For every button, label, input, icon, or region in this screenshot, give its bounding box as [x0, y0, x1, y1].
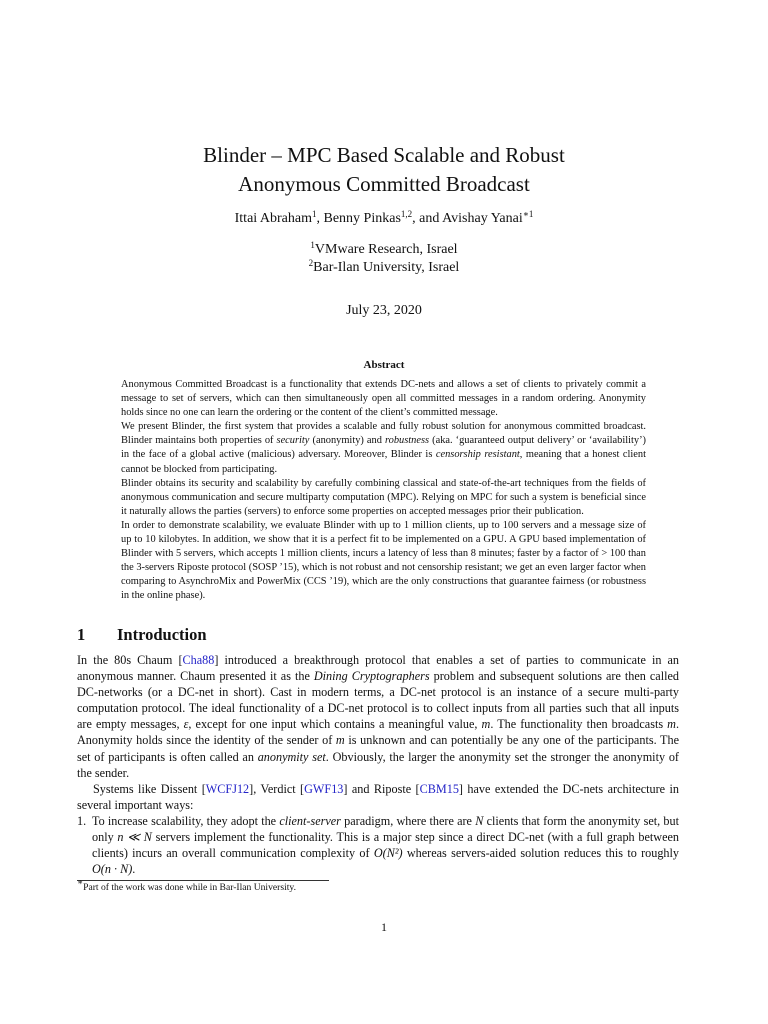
author-affiliation-mark: ∗1: [522, 209, 534, 219]
affiliation-2: $^2$Bar-Ilan University, Israel: [308, 258, 460, 275]
list-item-text: To increase scalability, they adopt the client-server paradigm, where there are N clients that form the anonymity set, but only n ≪ N servers implement the functionality. This is a major step since a direct DC-net (with a full graph between clients) incurs an overall communication complexity of O(N²) whereas servers-aided solution reduces this to roughly O(n · N).: [92, 813, 680, 877]
author-affiliation-mark: 1,2: [400, 209, 413, 219]
affiliations: [0, 241, 768, 277]
abstract-body: [121, 378, 646, 604]
author-list: Ittai Abraham$^1$, Benny Pinkas$^{1,2}$, and Avishay Yanai$^{∗1}$: [234, 209, 534, 226]
footnote: [77, 877, 296, 894]
author-name: Ittai Abraham: [234, 211, 312, 226]
footnote-text: Part of the work was done while in Bar-Ilan University.: [83, 882, 296, 893]
page-number: 1: [381, 920, 387, 934]
body-paragraph: Systems like Dissent [WCFJ12], Verdict [GWF13] and Riposte [CBM15] have extended the DC-nets architecture in several important ways:: [77, 781, 679, 812]
citation-link[interactable]: CBM15: [419, 781, 459, 796]
body-paragraph: In the 80s Chaum [Cha88] introduced a breakthrough protocol that enables a set of parties to communicate in an anonymous manner. Chaum presented it as the Dining Cryptographers problem and subsequent solutions are then called DC-networks (or a DC-net in short). Cast in modern terms, a DC-net protocol is an instance of a secure multi-party computation protocol. The ideal functionality of a DC-net protocol is to collect inputs from all parties such that all inputs are empty messages, ε, except for one input which contains a meaningful value, m. The functionality then broadcasts m. Anonymity holds since the identity of the sender of m is unknown and can potentially be any one of the participants. The set of participants is often called an anonymity set. Obviously, the larger the anonymity set the stronger the anonymity of the sender.: [77, 653, 679, 780]
title-line-2: Anonymous Committed Broadcast: [238, 172, 530, 196]
paper-date: July 23, 2020: [346, 303, 422, 318]
citation-link[interactable]: Cha88: [182, 653, 215, 667]
abstract-paragraph: We present Blinder, the first system that provides a scalable and fully robust solution for anonymous committed broadcast. Blinder maintains both properties of security (anonymity) and robustness (aka. ‘guaranteed output delivery’ or ‘availability’) in the face of a global active (malicious) adversary. Moreover, Blinder is censorship resistant, meaning that a honest client cannot be blocked from participating.: [121, 421, 646, 475]
abstract-paragraph: Blinder obtains its security and scalability by carefully combining classical and state-of-the-art techniques from the fields of anonymous communication and secure multiparty computation (MPC). Relying on MPC for such a system is beneficial since it naturally allows the parties (servers) to enforce some properties on accepted messages prior their publication.: [121, 477, 646, 517]
title-line-1: Blinder – MPC Based Scalable and Robust: [203, 143, 565, 167]
introduction-body: [77, 652, 679, 877]
section-heading-introduction: [77, 624, 207, 646]
section-title: Introduction: [117, 625, 207, 644]
section-number: 1: [77, 625, 86, 644]
author-name: Avishay Yanai: [442, 211, 523, 226]
footnote-divider: [77, 880, 329, 881]
list-item: [77, 813, 679, 877]
footnote-marker: ∗: [77, 877, 84, 887]
citation-link[interactable]: GWF13: [304, 781, 344, 796]
abstract-paragraph: In order to demonstrate scalability, we evaluate Blinder with up to 1 million clients, up to 100 servers and a message size of up to 10 kilobytes. In addition, we show that it is a perfect fit to be implemented on a GPU. A GPU based implementation of Blinder with 5 servers, which accepts 1 million clients, incurs a latency of less than 8 minutes; faster by a factor of > 100 than the 3-servers Riposte protocol (SOSP ’15), which is not robust and not censorship resistant; we get an even larger factor when comparing to AsynchroMix and PowerMix (CCS ’19), which are the only constructions that guarantee fairness (or robustness in the online phase).: [121, 519, 646, 602]
author-affiliation-mark: 1: [312, 209, 317, 219]
author-name: Benny Pinkas: [323, 211, 401, 226]
affiliation-1: $^1$VMware Research, Israel: [310, 240, 458, 257]
paper-title: [0, 141, 768, 199]
abstract-paragraph: Anonymous Committed Broadcast is a functionality that extends DC-nets and allows a set of clients to privately commit a message to set of servers, which can then simultaneously open all committed messages in a random ordering. Anonymity holds since no one can learn the ordering or the content of the client’s committed message.: [121, 379, 646, 419]
list-marker: 1.: [77, 813, 87, 828]
citation-link[interactable]: WCFJ12: [205, 781, 250, 796]
abstract-heading: Abstract: [363, 359, 405, 371]
